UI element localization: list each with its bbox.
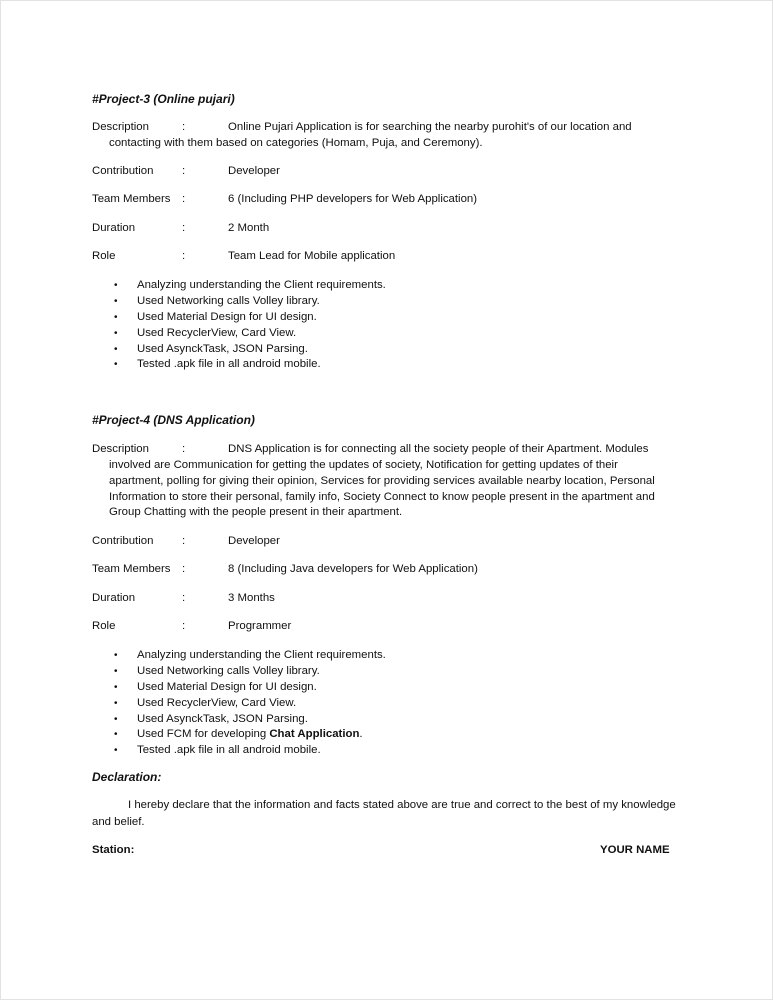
colon: : [182,165,186,177]
bullet-icon: • [114,311,118,323]
list-item: • Analyzing understanding the Client requirements. [114,648,386,664]
project3-team-label: Team Members [92,193,171,205]
project4-description-line1: DNS Application is for connecting all the society people of their Apartment. Modules [228,443,649,455]
colon: : [182,443,186,455]
colon: : [182,563,186,575]
list-item: • Used Networking calls Volley library. [114,294,386,310]
project3-duration-value: 2 Month [228,222,270,234]
list-item: • Used Material Design for UI design. [114,680,386,696]
project3-contribution-value: Developer [228,165,280,177]
project4-heading: #Project-4 (DNS Application) [92,413,255,427]
project3-duration-label: Duration [92,222,136,234]
project4-contribution-label: Contribution [92,535,154,547]
project4-description-line5: Group Chatting with the people present in their apartment. [109,506,403,518]
project3-description-line2: contacting with them based on categories (Homam, Puja, and Ceremony). [109,137,483,149]
project4-description-line4: Information to store their personal, family info, Society Connect to know people present in the apartment and [109,491,655,503]
list-item: • Used Networking calls Volley library. [114,664,386,680]
list-item: • Used RecyclerView, Card View. [114,326,386,342]
list-item: • Used RecyclerView, Card View. [114,696,386,712]
project4-description-line2: involved are Communication for getting the updates of society, Notification for getting updates of their [109,459,618,471]
list-item: • Used AsynckTask, JSON Parsing. [114,712,386,728]
project3-team-value: 6 (Including PHP developers for Web Application) [228,193,478,205]
project4-role-value: Programmer [228,620,292,632]
bullet-icon: • [114,681,118,693]
bullet-icon: • [114,745,118,757]
bullet-icon: • [114,650,118,661]
project3-heading: #Project-3 (Online pujari) [92,92,235,106]
bullet-icon: • [114,280,118,291]
bullet-icon: • [114,697,118,709]
project3-contribution-label: Contribution [92,165,154,177]
project3-role-value: Team Lead for Mobile application [228,250,396,262]
project4-team-value: 8 (Including Java developers for Web Application) [228,563,478,575]
project4-bullet-list [114,648,386,759]
list-item: • Used Material Design for UI design. [114,310,386,326]
list-item: • Used AsynckTask, JSON Parsing. [114,342,386,358]
list-item: • Tested .apk file in all android mobile. [114,743,386,759]
bullet-icon: • [114,729,118,741]
colon: : [182,193,186,205]
chat-application-bold: Chat Application [269,728,360,741]
colon: : [182,250,186,262]
declaration-line1: I hereby declare that the information and facts stated above are true and correct to the best of my knowledge [128,799,676,811]
list-item: • Analyzing understanding the Client requirements. [114,278,386,294]
project4-duration-label: Duration [92,592,136,604]
colon: : [182,535,186,547]
project4-description-line3: apartment, polling for giving their opinion, Services for providing services available nearby location, Personal [109,475,655,487]
station-label: Station: [92,844,135,856]
project3-description-label: Description [92,121,149,133]
bullet-icon: • [114,295,118,307]
project3-role-label: Role [92,250,116,262]
bullet-icon: • [114,713,118,725]
project4-duration-value: 3 Months [228,592,275,604]
list-item: • Tested .apk file in all android mobile. [114,357,386,373]
colon: : [182,121,186,133]
project3-description-line1: Online Pujari Application is for searching the nearby purohit's of our location and [228,121,632,133]
colon: : [182,620,186,632]
project4-role-label: Role [92,620,116,632]
signature-name: YOUR NAME [600,844,670,856]
bullet-icon: • [114,327,118,339]
project4-contribution-value: Developer [228,535,280,547]
bullet-icon: • [114,343,118,355]
declaration-heading: Declaration: [92,770,162,784]
project3-bullet-list [114,278,386,373]
project4-team-label: Team Members [92,563,171,575]
list-item: • Used FCM for developing Chat Application. [114,727,386,743]
bullet-icon: • [114,665,118,677]
declaration-line2: and belief. [92,816,145,828]
project4-description-label: Description [92,443,149,455]
colon: : [182,222,186,234]
bullet-icon: • [114,359,118,371]
colon: : [182,592,186,604]
